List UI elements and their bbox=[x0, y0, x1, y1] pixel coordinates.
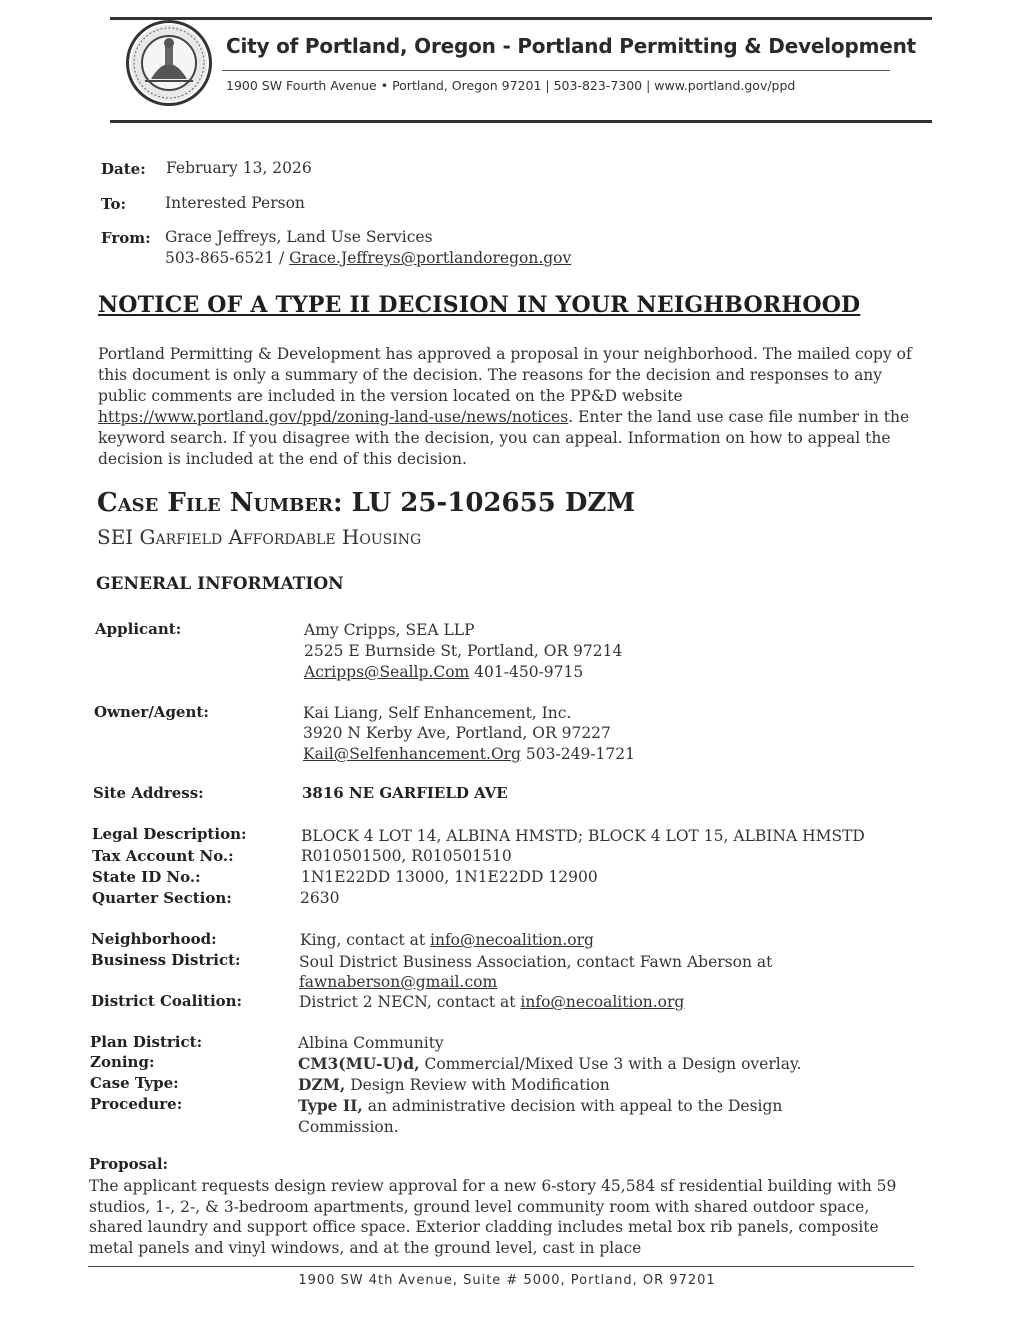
to-value: Interested Person bbox=[165, 194, 305, 212]
to-label: To: bbox=[101, 195, 126, 213]
procedure-type: Type II, bbox=[298, 1096, 363, 1115]
notices-website-link[interactable]: https://www.portland.gov/ppd/zoning-land-use/news/notices bbox=[98, 408, 569, 426]
tax-account-value: R010501500, R010501510 bbox=[301, 847, 512, 865]
procedure-value bbox=[298, 1096, 858, 1137]
quarter-section-value: 2630 bbox=[300, 889, 340, 907]
business-district-value: Soul District Business Association, contact Fawn Aberson at bbox=[299, 953, 773, 971]
neighborhood-value bbox=[300, 931, 594, 949]
footer-rule bbox=[88, 1266, 914, 1267]
from-phone: 503-865-6521 bbox=[165, 249, 275, 267]
business-district-label: Business District: bbox=[91, 951, 241, 969]
legal-description-value: BLOCK 4 LOT 14, ALBINA HMSTD; BLOCK 4 LOT 15, ALBINA HMSTD bbox=[301, 827, 865, 845]
case-type-description: Design Review with Modification bbox=[345, 1076, 610, 1094]
date-value: February 13, 2026 bbox=[166, 159, 312, 177]
date-label: Date: bbox=[101, 160, 146, 178]
header-top-rule bbox=[110, 17, 932, 20]
neighborhood-email-link[interactable]: info@necoalition.org bbox=[430, 931, 594, 949]
quarter-section-label: Quarter Section: bbox=[92, 889, 232, 907]
applicant-phone: 401-450-9715 bbox=[469, 663, 584, 681]
from-label: From: bbox=[101, 229, 151, 247]
business-district-email-link[interactable]: fawnaberson@gmail.com bbox=[299, 973, 498, 991]
zoning-label: Zoning: bbox=[90, 1053, 155, 1071]
state-id-label: State ID No.: bbox=[92, 868, 201, 886]
letterhead-underline bbox=[222, 70, 890, 71]
site-address-value: 3816 NE GARFIELD AVE bbox=[302, 784, 508, 802]
from-email-link[interactable]: Grace.Jeffreys@portlandoregon.gov bbox=[289, 249, 572, 267]
case-name: SEI Garfield Affordable Housing bbox=[97, 525, 422, 549]
procedure-description: an administrative decision with appeal to the Design Commission. bbox=[298, 1097, 783, 1136]
plan-district-value: Albina Community bbox=[298, 1034, 444, 1052]
plan-district-label: Plan District: bbox=[90, 1033, 203, 1051]
notice-heading: NOTICE OF A TYPE II DECISION IN YOUR NEIGHBORHOOD bbox=[98, 292, 861, 318]
legal-description-label: Legal Description: bbox=[92, 825, 247, 843]
case-type-code: DZM, bbox=[298, 1075, 346, 1094]
owner-email-link[interactable]: Kail@Selfenhancement.Org bbox=[303, 745, 521, 763]
tax-account-label: Tax Account No.: bbox=[92, 847, 234, 865]
zoning-code: CM3(MU-U)d, bbox=[298, 1054, 420, 1073]
letterhead-title: City of Portland, Oregon - Portland Permitting & Development bbox=[226, 34, 916, 58]
applicant-address: 2525 E Burnside St, Portland, OR 97214 bbox=[304, 642, 623, 660]
case-file-number: Case File Number: LU 25-102655 DZM bbox=[97, 488, 636, 518]
owner-name: Kai Liang, Self Enhancement, Inc. bbox=[303, 704, 572, 722]
case-type-value bbox=[298, 1075, 610, 1094]
site-address-label: Site Address: bbox=[93, 784, 204, 802]
footer-address: 1900 SW 4th Avenue, Suite # 5000, Portland, OR 97201 bbox=[298, 1273, 716, 1288]
from-contact bbox=[165, 249, 571, 267]
seal-icon bbox=[129, 23, 209, 103]
neighborhood-text: King, contact at bbox=[300, 931, 430, 949]
notice-text-2: . Enter the land use case file number in the keyword search. If you disagree with the decision, you can appeal. Information on how to appeal the decision is included at the end of this decision. bbox=[98, 408, 910, 468]
applicant-email-link[interactable]: Acripps@Seallp.Com bbox=[304, 663, 470, 681]
owner-label: Owner/Agent: bbox=[94, 703, 209, 721]
from-sep: / bbox=[274, 249, 290, 267]
proposal-text: The applicant requests design review approval for a new 6-story 45,584 sf residential building with 59 studios, 1-, 2-, & 3-bedroom apartments, ground level community room with shared outdoor space, shared laundry and support office space. Exterior cladding includes metal box rib panels, composite metal panels and vinyl windows, and at the ground level, cast in place bbox=[89, 1177, 897, 1257]
notice-text-1: Portland Permitting & Development has approved a proposal in your neighborhood. The mailed copy of this document is only a summary of the decision. The reasons for the decision and responses to any public comments are included in the version located on the PP&D website bbox=[98, 345, 912, 405]
general-information-heading: GENERAL INFORMATION bbox=[96, 574, 344, 594]
district-coalition-text: District 2 NECN, contact at bbox=[299, 993, 521, 1011]
city-seal-logo bbox=[126, 20, 212, 106]
owner-address: 3920 N Kerby Ave, Portland, OR 97227 bbox=[303, 724, 611, 742]
zoning-description: Commercial/Mixed Use 3 with a Design overlay. bbox=[419, 1055, 802, 1073]
owner-contact bbox=[303, 745, 635, 763]
proposal-label: Proposal: bbox=[89, 1155, 169, 1173]
letterhead-address: 1900 SW Fourth Avenue • Portland, Oregon 97201 | 503-823-7300 | www.portland.gov/ppd bbox=[226, 78, 796, 93]
applicant-contact bbox=[304, 663, 583, 681]
applicant-label: Applicant: bbox=[95, 620, 182, 638]
procedure-label: Procedure: bbox=[90, 1095, 183, 1113]
notice-paragraph bbox=[98, 344, 918, 470]
from-value: Grace Jeffreys, Land Use Services bbox=[165, 228, 433, 246]
applicant-name: Amy Cripps, SEA LLP bbox=[304, 621, 475, 639]
district-coalition-label: District Coalition: bbox=[91, 992, 243, 1010]
case-type-label: Case Type: bbox=[90, 1074, 179, 1092]
state-id-value: 1N1E22DD 13000, 1N1E22DD 12900 bbox=[301, 868, 598, 886]
owner-phone: 503-249-1721 bbox=[520, 745, 636, 763]
zoning-value bbox=[298, 1054, 802, 1073]
header-bottom-rule bbox=[110, 120, 932, 123]
district-coalition-value bbox=[299, 993, 684, 1011]
neighborhood-label: Neighborhood: bbox=[91, 930, 217, 948]
district-coalition-email-link[interactable]: info@necoalition.org bbox=[520, 993, 685, 1011]
